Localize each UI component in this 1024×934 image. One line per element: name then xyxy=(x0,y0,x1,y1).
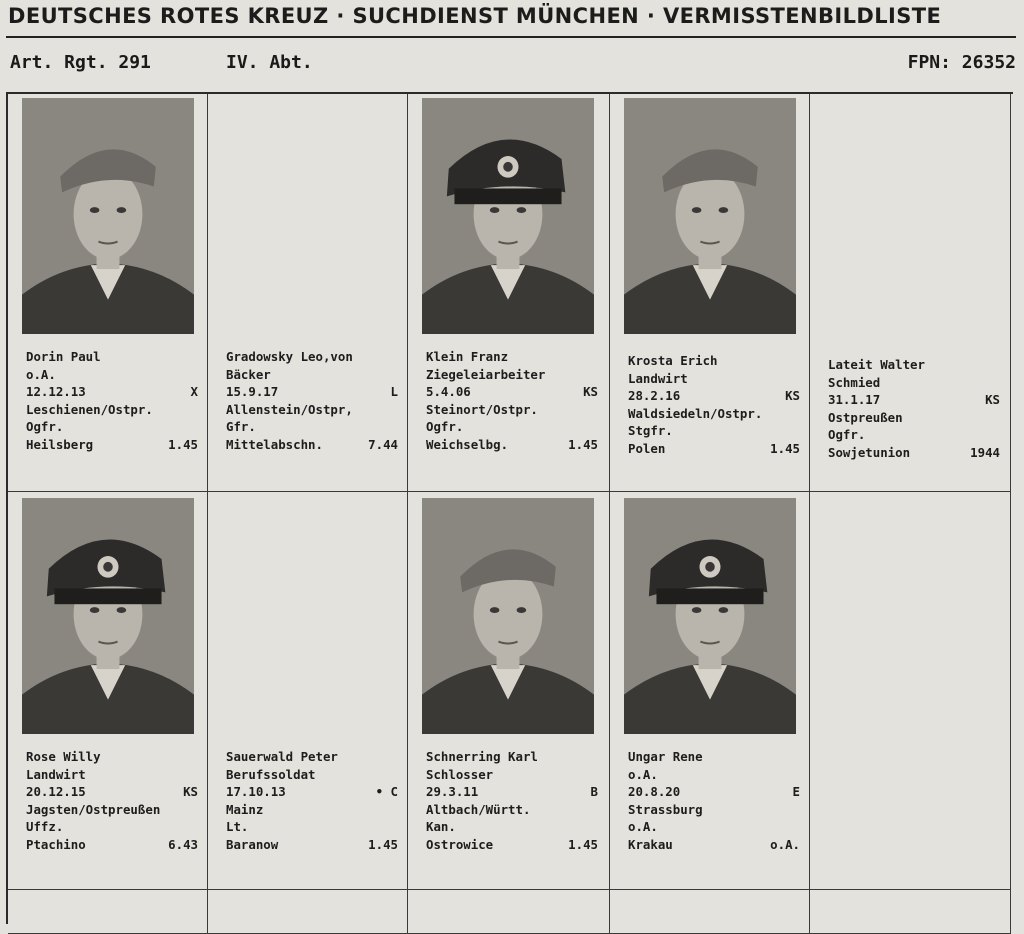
empty-card xyxy=(810,890,1011,934)
info-line xyxy=(426,783,598,801)
person-birthdate: 28.2.16 xyxy=(628,388,681,404)
info-line xyxy=(26,766,198,784)
person-card xyxy=(8,94,208,492)
info-line xyxy=(426,766,598,784)
portrait-photo xyxy=(624,98,796,334)
person-last-seen: Krakau xyxy=(628,836,673,852)
person-birthplace: Jagsten/Ostpreußen xyxy=(26,801,161,817)
person-missing-date: 7.44 xyxy=(368,436,398,452)
info-line xyxy=(628,352,800,370)
person-rank: Lt. xyxy=(226,819,249,835)
info-line xyxy=(426,383,598,401)
info-line xyxy=(426,818,598,836)
person-info xyxy=(628,352,800,458)
person-birthdate: 20.12.15 xyxy=(26,784,86,800)
info-line xyxy=(828,409,1000,427)
info-line xyxy=(26,836,198,854)
info-line xyxy=(628,783,800,801)
person-birthplace: Mainz xyxy=(226,801,264,817)
info-line xyxy=(26,383,198,401)
portrait-photo xyxy=(422,498,594,734)
info-line xyxy=(628,370,800,388)
person-info xyxy=(26,348,198,454)
person-info xyxy=(226,348,398,454)
person-birthdate: 20.8.20 xyxy=(628,784,681,800)
person-missing-date: 1944 xyxy=(970,444,1000,460)
person-missing-date: 1.45 xyxy=(368,836,398,852)
person-grid xyxy=(6,92,1013,924)
person-name: Gradowsky Leo,von xyxy=(226,349,353,364)
person-rank: Ogfr. xyxy=(828,427,866,443)
person-last-seen: Polen xyxy=(628,440,666,456)
info-line xyxy=(828,444,1000,462)
person-card xyxy=(408,94,610,492)
info-line xyxy=(226,401,398,419)
person-last-seen: Ostrowice xyxy=(426,836,494,852)
person-occupation: o.A. xyxy=(628,766,658,782)
info-line xyxy=(226,783,398,801)
info-line xyxy=(226,766,398,784)
info-line xyxy=(628,440,800,458)
portrait-photo xyxy=(624,498,796,734)
info-line xyxy=(628,387,800,405)
person-mark: KS xyxy=(183,784,198,800)
person-last-seen: Mittelabschn. xyxy=(226,436,323,452)
person-card xyxy=(810,94,1011,492)
info-line xyxy=(226,801,398,819)
person-mark: L xyxy=(390,384,398,400)
info-line xyxy=(226,366,398,384)
person-card xyxy=(610,492,810,890)
info-line xyxy=(426,748,598,766)
person-name: Dorin Paul xyxy=(26,349,101,364)
person-birthplace: Altbach/Württ. xyxy=(426,801,531,817)
person-name: Rose Willy xyxy=(26,749,101,764)
person-name: Krosta Erich xyxy=(628,353,718,368)
info-line xyxy=(426,366,598,384)
person-last-seen: Ptachino xyxy=(26,836,86,852)
person-last-seen: Weichselbg. xyxy=(426,436,509,452)
info-line xyxy=(26,783,198,801)
person-last-seen: Baranow xyxy=(226,836,279,852)
person-mark: KS xyxy=(583,384,598,400)
person-occupation: Ziegeleiarbeiter xyxy=(426,366,546,382)
empty-card xyxy=(810,492,1011,890)
person-birthdate: 5.4.06 xyxy=(426,384,471,400)
empty-card xyxy=(408,890,610,934)
info-line xyxy=(628,818,800,836)
person-missing-date: 6.43 xyxy=(168,836,198,852)
unit-label: Art. Rgt. 291 xyxy=(10,52,151,73)
info-line xyxy=(628,801,800,819)
info-line xyxy=(426,401,598,419)
person-occupation: Landwirt xyxy=(628,370,688,386)
person-name: Sauerwald Peter xyxy=(226,749,338,764)
info-line xyxy=(226,818,398,836)
info-line xyxy=(426,418,598,436)
person-mark: • C xyxy=(375,784,398,800)
info-line xyxy=(26,366,198,384)
info-line xyxy=(426,836,598,854)
person-mark: X xyxy=(190,384,198,400)
info-line xyxy=(628,422,800,440)
person-info xyxy=(226,748,398,854)
info-line xyxy=(226,748,398,766)
person-birthplace: Ostpreußen xyxy=(828,409,903,425)
person-info xyxy=(26,748,198,854)
person-rank: Kan. xyxy=(426,819,456,835)
person-mark: E xyxy=(792,784,800,800)
person-occupation: o.A. xyxy=(26,366,56,382)
person-card xyxy=(208,492,408,890)
person-occupation: Schmied xyxy=(828,374,881,390)
person-last-seen: Sowjetunion xyxy=(828,444,911,460)
info-line xyxy=(628,748,800,766)
person-card xyxy=(208,94,408,492)
person-birthdate: 17.10.13 xyxy=(226,784,286,800)
info-line xyxy=(628,836,800,854)
person-mark: B xyxy=(590,784,598,800)
portrait-photo xyxy=(22,98,194,334)
person-rank: Uffz. xyxy=(26,819,64,835)
info-line xyxy=(26,436,198,454)
empty-card xyxy=(610,890,810,934)
info-line xyxy=(226,418,398,436)
person-birthplace: Strassburg xyxy=(628,801,703,817)
info-line xyxy=(226,836,398,854)
info-line xyxy=(226,436,398,454)
person-missing-date: 1.45 xyxy=(568,436,598,452)
empty-card xyxy=(208,890,408,934)
person-info xyxy=(628,748,800,854)
person-name: Ungar Rene xyxy=(628,749,703,764)
person-birthplace: Steinort/Ostpr. xyxy=(426,401,538,417)
portrait-photo xyxy=(422,98,594,334)
info-line xyxy=(828,426,1000,444)
info-line xyxy=(426,801,598,819)
subunit-label: IV. Abt. xyxy=(226,52,313,73)
info-line xyxy=(26,401,198,419)
person-info xyxy=(426,748,598,854)
info-line xyxy=(828,356,1000,374)
person-rank: Stgfr. xyxy=(628,423,673,439)
person-rank: Ogfr. xyxy=(26,419,64,435)
person-missing-date: 1.45 xyxy=(770,440,800,456)
person-birthdate: 29.3.11 xyxy=(426,784,479,800)
person-info xyxy=(828,356,1000,462)
info-line xyxy=(26,818,198,836)
person-name: Lateit Walter xyxy=(828,357,925,372)
empty-card xyxy=(8,890,208,934)
person-mark: KS xyxy=(785,388,800,404)
info-line xyxy=(226,383,398,401)
info-line xyxy=(828,374,1000,392)
person-birthdate: 12.12.13 xyxy=(26,384,86,400)
info-line xyxy=(426,348,598,366)
fpn-label: FPN: 26352 xyxy=(907,52,1016,73)
person-missing-date: 1.45 xyxy=(168,436,198,452)
info-line xyxy=(26,418,198,436)
info-line xyxy=(26,348,198,366)
info-line xyxy=(226,348,398,366)
person-rank: Gfr. xyxy=(226,419,256,435)
person-birthdate: 31.1.17 xyxy=(828,392,881,408)
person-missing-date: o.A. xyxy=(770,836,800,852)
person-name: Klein Franz xyxy=(426,349,509,364)
info-line xyxy=(426,436,598,454)
person-occupation: Berufssoldat xyxy=(226,766,316,782)
person-occupation: Schlosser xyxy=(426,766,494,782)
person-rank: Ogfr. xyxy=(426,419,464,435)
person-rank: o.A. xyxy=(628,819,658,835)
person-card xyxy=(408,492,610,890)
person-birthplace: Allenstein/Ostpr, xyxy=(226,401,353,417)
person-missing-date: 1.45 xyxy=(568,836,598,852)
person-occupation: Bäcker xyxy=(226,366,271,382)
portrait-photo xyxy=(22,498,194,734)
info-line xyxy=(26,801,198,819)
person-birthdate: 15.9.17 xyxy=(226,384,279,400)
person-birthplace: Leschienen/Ostpr. xyxy=(26,401,153,417)
page-title: DEUTSCHES ROTES KREUZ · SUCHDIENST MÜNCHEN · VERMISSTENBILDLISTE xyxy=(8,4,942,28)
title-rule xyxy=(6,36,1016,38)
person-mark: KS xyxy=(985,392,1000,408)
info-line xyxy=(628,405,800,423)
info-line xyxy=(628,766,800,784)
person-birthplace: Waldsiedeln/Ostpr. xyxy=(628,405,763,421)
person-card xyxy=(610,94,810,492)
person-name: Schnerring Karl xyxy=(426,749,538,764)
person-occupation: Landwirt xyxy=(26,766,86,782)
info-line xyxy=(26,748,198,766)
person-info xyxy=(426,348,598,454)
person-last-seen: Heilsberg xyxy=(26,436,94,452)
info-line xyxy=(828,391,1000,409)
person-card xyxy=(8,492,208,890)
